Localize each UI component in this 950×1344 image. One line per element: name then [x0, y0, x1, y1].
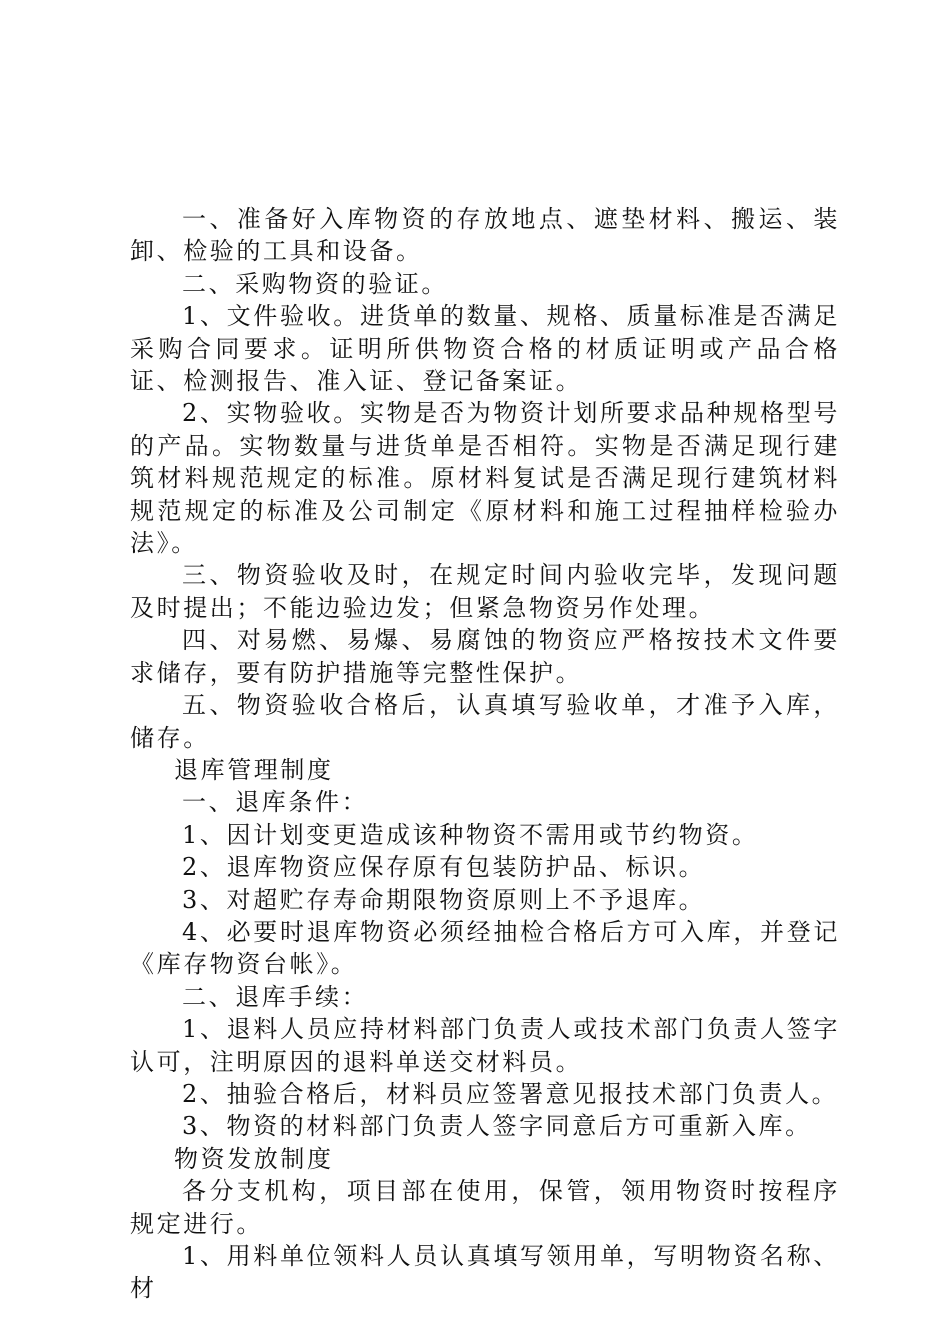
paragraph-issue-general: 各分支机构，项目部在使用，保管，领用物资时按程序规定进行。 [130, 1177, 840, 1238]
document-body [130, 203, 840, 1305]
paragraph-document-inspection: 1、文件验收。进货单的数量、规格、质量标准是否满足采购合同要求。证明所供物资合格的材质证明或产品合格证、检测报告、准入证、登记备案证。 [130, 302, 840, 396]
paragraph-acceptance-storage: 五、物资验收合格后，认真填写验收单，才准予入库，储存。 [130, 691, 840, 752]
paragraph-return-procedures: 二、退库手续： [182, 982, 369, 1011]
paragraph-return-condition-1: 1、因计划变更造成该种物资不需用或节约物资。 [182, 820, 759, 849]
paragraph-storage-preparation: 一、准备好入库物资的存放地点、遮垫材料、搬运、装卸、检验的工具和设备。 [130, 205, 840, 266]
paragraph-return-condition-2: 2、退库物资应保存原有包装防护品、标识。 [182, 853, 706, 882]
paragraph-return-procedure-1: 1、退料人员应持材料部门负责人或技术部门负责人签字认可，注明原因的退料单送交材料员。 [130, 1015, 840, 1076]
section-heading-return-management: 退库管理制度 [174, 755, 334, 784]
paragraph-return-conditions: 一、退库条件： [182, 788, 369, 817]
paragraph-return-condition-4: 4、必要时退库物资必须经抽检合格后方可入库，并登记《库存物资台帐》。 [130, 917, 840, 979]
paragraph-hazardous-storage: 四、对易燃、易爆、易腐蚀的物资应严格按技术文件要求储存，要有防护措施等完整性保护。 [130, 626, 840, 687]
section-heading-material-issue: 物资发放制度 [174, 1144, 334, 1173]
paragraph-physical-inspection: 2、实物验收。实物是否为物资计划所要求品种规格型号的产品。实物数量与进货单是否相符。实物是否满足现行建筑材料规范规定的标准。原材料复试是否满足现行建筑材料规范规定的标准及公司制定《原材料和施工过程抽样检验办法》。 [130, 399, 840, 558]
paragraph-procurement-verification: 二、采购物资的验证。 [182, 269, 448, 298]
paragraph-return-procedure-2: 2、抽验合格后，材料员应签署意见报技术部门负责人。 [182, 1079, 839, 1108]
paragraph-issue-step-1: 1、用料单位领料人员认真填写领用单，写明物资名称、材 [130, 1242, 840, 1303]
paragraph-return-condition-3: 3、对超贮存寿命期限物资原则上不予退库。 [182, 885, 706, 914]
paragraph-return-procedure-3: 3、物资的材料部门负责人签字同意后方可重新入库。 [182, 1112, 812, 1141]
paragraph-timely-inspection: 三、物资验收及时，在规定时间内验收完毕，发现问题及时提出；不能边验边发；但紧急物资另作处理。 [130, 561, 840, 622]
